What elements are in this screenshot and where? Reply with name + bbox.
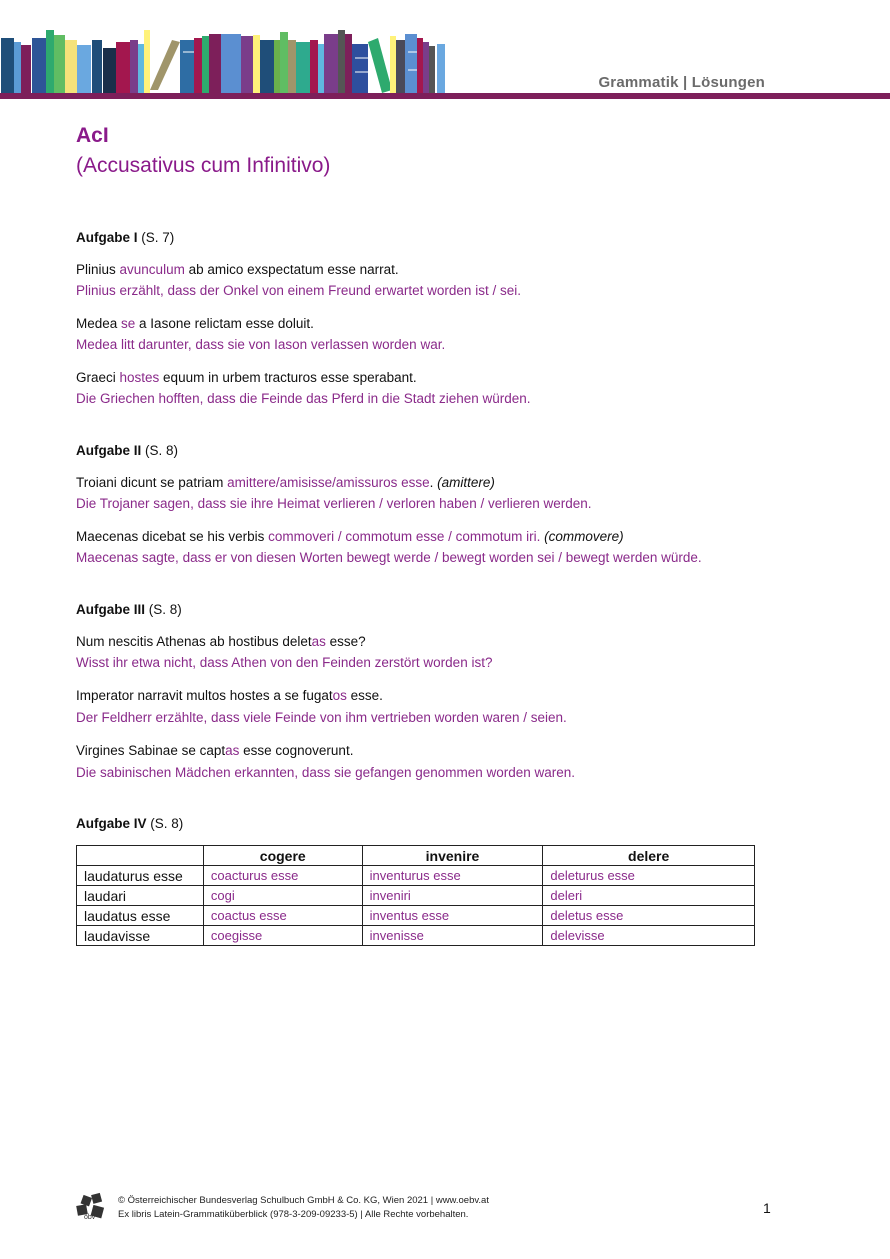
book [310,40,318,95]
book [77,45,91,95]
row-label: laudavisse [77,926,204,946]
table-cell: deletus esse [543,906,755,926]
book [14,42,21,95]
book [288,40,296,95]
page-title: AcI [76,124,109,147]
table-header-cell: delere [543,846,755,866]
task-name: Aufgabe III [76,602,146,617]
book [318,44,324,95]
task-page: (S. 8) [145,443,179,458]
task-heading [76,230,174,245]
book [103,48,116,95]
page-subtitle: (Accusativus cum Infinitivo) [76,154,331,177]
copyright-notice [118,1194,489,1222]
book [417,38,423,95]
task-name: Aufgabe IV [76,816,147,831]
task-name: Aufgabe I [76,230,138,245]
book [65,40,77,95]
table-header-cell [77,846,204,866]
book [32,38,46,95]
row-label: laudari [77,886,204,906]
table-cell: delevisse [543,926,755,946]
translation: Der Feldherr erzählte, dass viele Feinde von ihm vertrieben worden waren / seien. [76,710,567,725]
table-header-cell: invenire [362,846,543,866]
translation: Wisst ihr etwa nicht, dass Athen von den Feinden zerstört worden ist? [76,655,493,670]
book [130,40,138,95]
book [324,34,338,95]
book [92,40,102,95]
book [202,36,209,95]
task-page: (S. 7) [141,230,175,245]
latin-sentence: Troiani dicunt se patriam amittere/amisisse/amissuros esse. (amittere) [76,475,495,490]
table-cell: invenisse [362,926,543,946]
translation: Plinius erzählt, dass der Onkel von einem Freund erwartet worden ist / sei. [76,283,521,298]
table-cell: inventus esse [362,906,543,926]
table-row [77,866,755,886]
copyright-line: © Österreichischer Bundesverlag Schulbuch GmbH & Co. KG, Wien 2021 | www.oebv.at [118,1195,489,1206]
latin-sentence: Plinius avunculum ab amico exspectatum esse narrat. [76,262,399,277]
row-label: laudaturus esse [77,866,204,886]
page-number: 1 [763,1200,771,1216]
book [274,40,280,95]
table-cell: inveniri [362,886,543,906]
book [221,34,241,95]
table-row [77,926,755,946]
book [280,32,288,95]
book [144,30,150,95]
book [368,38,392,93]
book [390,36,396,95]
publisher-logo-icon [76,1192,106,1222]
book [1,38,14,95]
book [116,42,130,95]
book [429,46,435,95]
table-cell: coacturus esse [203,866,362,886]
table-header-row [77,846,755,866]
table-row [77,906,755,926]
translation: Maecenas sagte, dass er von diesen Worten bewegt werde / bewegt worden sei / bewegt werden würde. [76,550,702,565]
bookshelf-illustration [0,0,450,95]
header-label: Grammatik | Lösungen [598,74,765,91]
book [138,44,144,95]
conjugation-table [76,845,755,946]
book [260,40,274,95]
translation: Die Griechen hofften, dass die Feinde das Pferd in die Stadt ziehen würden. [76,391,531,406]
book [437,44,445,95]
header-divider [0,93,890,99]
task-heading [76,443,178,458]
book [180,40,194,95]
table-cell: cogi [203,886,362,906]
translation: Die Trojaner sagen, dass sie ihre Heimat verlieren / verloren haben / verlieren werden. [76,496,592,511]
book [46,30,54,95]
task-page: (S. 8) [148,602,182,617]
translation: Die sabinischen Mädchen erkannten, dass sie gefangen genommen worden waren. [76,765,576,780]
table-cell: deleri [543,886,755,906]
book [338,30,345,95]
table-cell: coegisse [203,926,362,946]
copyright-line: Ex libris Latein-Grammatiküberblick (978-3-209-09233-5) | Alle Rechte vorbehalten. [118,1209,469,1220]
translation: Medea litt darunter, dass sie von Iason verlassen worden war. [76,337,446,352]
latin-sentence: Imperator narravit multos hostes a se fugatos esse. [76,688,383,703]
book [405,34,417,95]
book [396,40,405,95]
book [352,44,368,95]
row-label: laudatus esse [77,906,204,926]
table-cell: coactus esse [203,906,362,926]
latin-sentence: Num nescitis Athenas ab hostibus deletas esse? [76,634,366,649]
svg-text:öbv: öbv [84,1214,96,1221]
book [253,35,260,95]
book [241,36,253,95]
table-cell: deleturus esse [543,866,755,886]
latin-sentence: Maecenas dicebat se his verbis commoveri / commotum esse / commotum iri. (commovere) [76,529,624,544]
book [54,35,65,95]
latin-sentence: Virgines Sabinae se captas esse cognoverunt. [76,743,354,758]
book [345,34,352,95]
book [423,42,429,95]
table-cell: inventurus esse [362,866,543,886]
book [150,40,180,90]
latin-sentence: Graeci hostes equum in urbem tracturos esse sperabant. [76,370,417,385]
book [194,38,202,95]
book [21,45,31,95]
task-heading [76,816,183,831]
task-heading [76,602,182,617]
book [209,34,221,95]
table-row [77,886,755,906]
table-header-cell: cogere [203,846,362,866]
task-name: Aufgabe II [76,443,142,458]
latin-sentence: Medea se a Iasone relictam esse doluit. [76,316,314,331]
book [296,42,310,95]
task-page: (S. 8) [150,816,184,831]
